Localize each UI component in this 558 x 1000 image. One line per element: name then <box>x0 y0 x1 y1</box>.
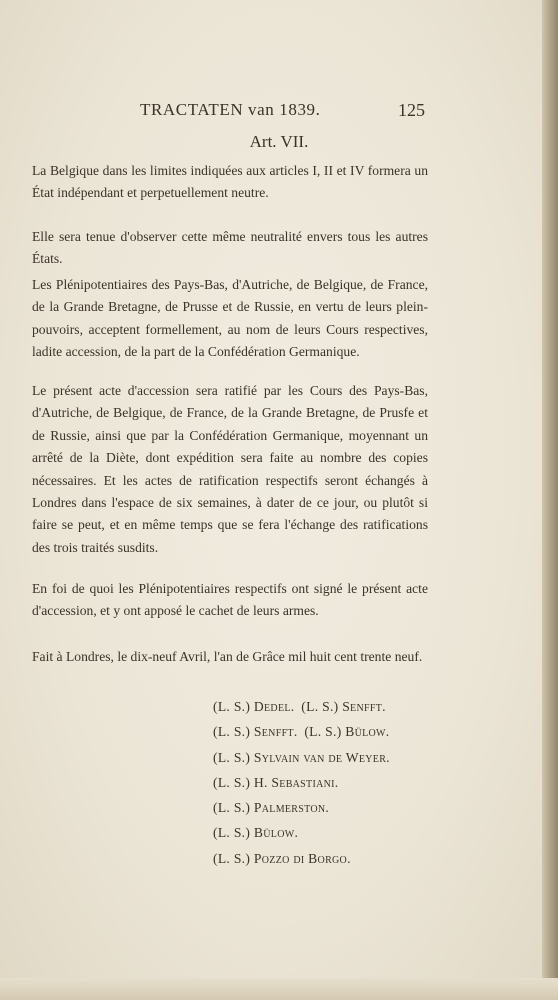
paragraph-6: Fait à Londres, le dix-neuf Avril, l'an de Grâce mil huit cent trente neuf. <box>32 649 423 664</box>
signature-line: (L. S.) Palmerston. <box>213 800 330 816</box>
signature-line: (L. S.) Pozzo di Borgo. <box>213 850 351 866</box>
page-number: 125 <box>398 100 425 120</box>
paragraph-2: Elle sera tenue d'observer cette même neutralité envers tous les autres États. <box>32 229 428 267</box>
signature-line: (L. S.) Senfft. (L. S.) Bülow. <box>213 724 390 740</box>
paragraph-3: Les Plénipotentiaires des Pays-Bas, d'Autriche, de Belgique, de France, de la Grande Bretagne, de Prusse et de Russie, en vertu de leurs plein-pouvoirs, acceptent formellement, au nom de leurs Cours respectives, ladite accession, de la part de la Confédération Germanique. <box>32 277 428 360</box>
signature-line: (L. S.) Sylvain van de Weyer. <box>213 749 390 765</box>
signature-line: (L. S.) H. Sebastiani. <box>213 774 339 790</box>
paragraph-4: Le présent acte d'accession sera ratifié par les Cours des Pays-Bas, d'Autriche, de Belgique, de France, de la Grande Bretagne, de Prusfe et de Russie, ainsi que par la Confédération Germanique, moyennant un arrêté de la Diète, dont expédition sera faite au nombre des copies nécessaires. Et les actes de ratification respectifs seront échangés à Londres dans l'espace de six semaines, à dater de ce jour, ou plutôt si faire se peut, et en même temps que se fera l'échange des ratifications des trois traités susdits. <box>32 383 428 555</box>
page-edge-right <box>542 0 558 1000</box>
signature-line: (L. S.) Dedel. (L. S.) Senfft. <box>213 699 386 714</box>
page-edge-bottom <box>0 978 558 1000</box>
signature-block <box>213 694 463 871</box>
paragraph-5: En foi de quoi les Plénipotentiaires respectifs ont signé le présent acte d'accession, et y ont apposé le cachet de leurs armes. <box>32 581 428 619</box>
article-title: Art. VII. <box>249 132 309 151</box>
signature-line: (L. S.) Bülow. <box>213 825 299 841</box>
running-title: TRACTATEN van 1839. <box>140 100 321 119</box>
paragraph-1: La Belgique dans les limites indiquées aux articles I, II et IV formera un État indépendant et perpetuellement neutre. <box>32 163 428 201</box>
